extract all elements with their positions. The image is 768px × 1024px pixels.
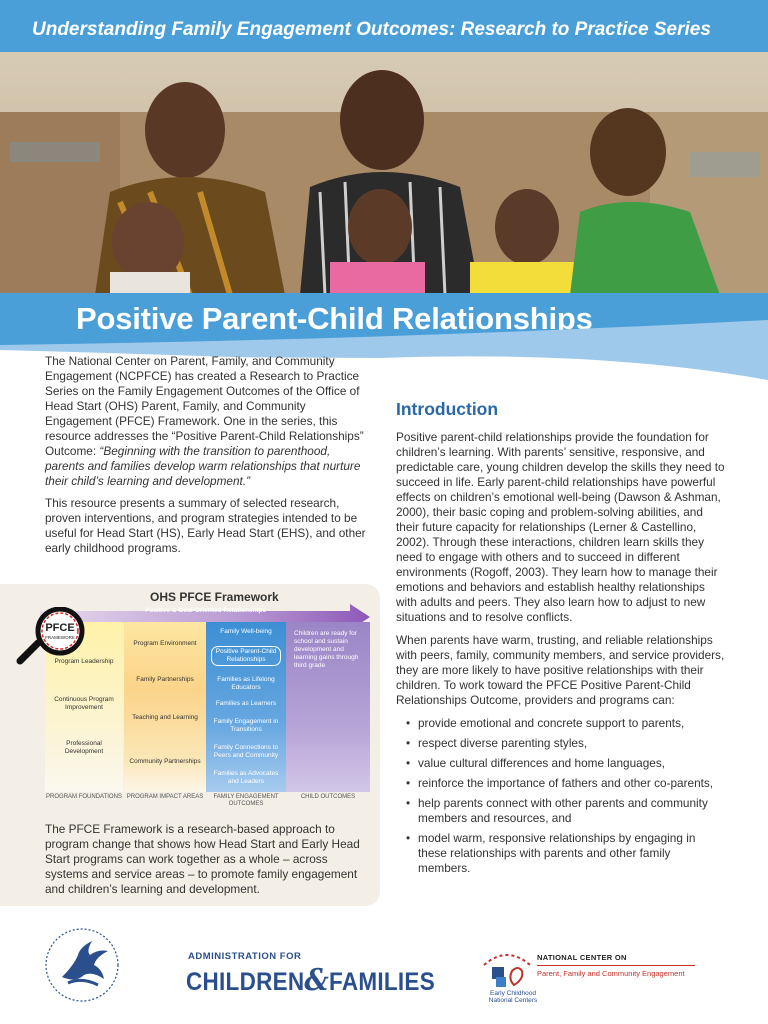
program-impact-areas-column [124,622,206,792]
list-item: • value cultural differences and home languages, [396,756,726,771]
foundation-item: Program Leadership [54,658,114,665]
introduction-heading: Introduction [396,399,499,419]
acf-logo [186,951,463,998]
foundation-item: Continuous Program Improvement [54,696,114,711]
right-column [396,430,726,881]
framework-description: The PFCE Framework is a research-based approach to program change that shows how Head Start and Early Head Start programs can work together as a whole – across systems and service areas – to promote family engagement and children’s learning and development. [45,822,360,896]
introduction-paragraph: Positive parent-child relationships provide the foundation for children’s learning. With parents’ sensitive, responsive, and predictable care, young children develop the skills they need to succeed in life. Early parent-child relationships have powerful effects on children’s emotional well-being (Dawson & Ashman, 2000), their basic coping and problem-solving abilities, and their future capacity for relationships (Lerner & Castellino, 2002). Through these interactions, children learn skills they need to engage with others and to succeed in different environments (Rogoff, 2003). They learn how to manage their emotions and behaviors and establish healthy relationships with adults and peers. They also learn how to adjust to new situations and to resolve conflicts. [396,430,725,624]
impact-area-item: Teaching and Learning [132,714,198,721]
column-label: PROGRAM IMPACT AREAS [126,794,204,800]
child-outcomes-column [286,622,370,792]
child-outcome-text: Children are ready for school and sustain development and learning gains through third grade [294,630,359,669]
family-outcome-item: Families as Lifelong Educators [217,676,275,691]
family-outcome-item: Family Well-being [220,628,272,635]
impact-area-item: Program Environment [133,640,197,647]
column-label: CHILD OUTCOMES [300,794,356,800]
list-item: • reinforce the importance of fathers and other co-parents, [396,776,726,791]
family-outcome-item: Families as Learners [215,700,277,707]
ncpfce-logo [537,953,695,978]
foundation-item: Professional Development [64,740,104,755]
arrow-label: Positive & Goal-Oriented Relationships [145,607,266,614]
series-banner [0,0,768,52]
family-photo [0,52,768,295]
acf-ampersand: & [304,963,330,998]
family-outcome-item: Families as Advocates and Leaders [213,770,279,785]
acf-tagline: ADMINISTRATION FOR [188,951,302,962]
magnifier-icon [14,607,90,665]
resource-summary: This resource presents a summary of selected research, proven interventions, and program strategies intended to be useful for Head Start (HS), Early Head Start (EHS), and other early childhood programs. [45,496,366,555]
family-engagement-outcomes-column [206,622,286,792]
hhs-seal-logo [42,925,122,1005]
framework-badge-text: PFCE [45,622,75,634]
impact-area-item: Community Partnerships [129,758,201,765]
page-title: Positive Parent-Child Relationships [76,301,593,336]
acf-children: CHILDREN [186,968,305,996]
outcome-quote: “Beginning with the transition to parenthood, parents and families develop warm relationships that nurture their child’s learning and development.” [45,444,361,488]
footer-logos [0,915,768,1015]
family-outcome-highlighted: Positive Parent-Child Relationships [211,646,281,666]
strategies-paragraph: When parents have warm, trusting, and reliable relationships with peers, family, community members, and service providers, they are more likely to have positive relationships with their children. To work toward the PFCE Positive Parent-Child Relationships Outcome, providers and programs can: [396,633,725,707]
framework-badge-subtext: FRAMEWORK [45,635,75,640]
acf-families: FAMILIES [329,968,435,996]
list-item: • respect diverse parenting styles, [396,736,726,751]
list-item: • provide emotional and concrete support to parents, [396,716,726,731]
column-label: PROGRAM FOUNDATIONS [46,794,122,800]
framework-title: OHS PFCE Framework [150,590,279,604]
ecnc-label: Early Childhood National Centers [488,990,538,1004]
series-title: Understanding Family Engagement Outcomes: Research to Practice Series [32,19,711,40]
list-item: • model warm, responsive relationships by engaging in these relationships with parents and other family members. [396,831,726,876]
impact-area-item: Family Partnerships [136,676,194,683]
ncpfce-line1: NATIONAL CENTER ON [537,953,695,966]
ncpfce-line2: Parent, Family and Community Engagement [537,969,685,978]
intro-paragraph [45,354,370,489]
family-outcome-item: Family Engagement in Transitions [213,718,279,733]
family-outcome-item: Family Connections to Peers and Community [213,744,279,759]
intro-paragraph-lead: The National Center on Parent, Family, and Community Engagement (NCPFCE) has created a Research to Practice Series on the Family Engagement Outcomes of the Office of Head Start (OHS) Parent, Family, and Community Engagement (PFCE) Framework. One in the series, this resource addresses the “Positive Parent-Child Relationships” Outcome: [45,354,364,458]
column-label: FAMILY ENGAGEMENT OUTCOMES [213,794,279,807]
strategies-list [396,716,726,876]
list-item: • help parents connect with other parents and community members and resources, and [396,796,726,826]
pfce-framework-panel [0,584,380,906]
left-column [45,354,370,563]
